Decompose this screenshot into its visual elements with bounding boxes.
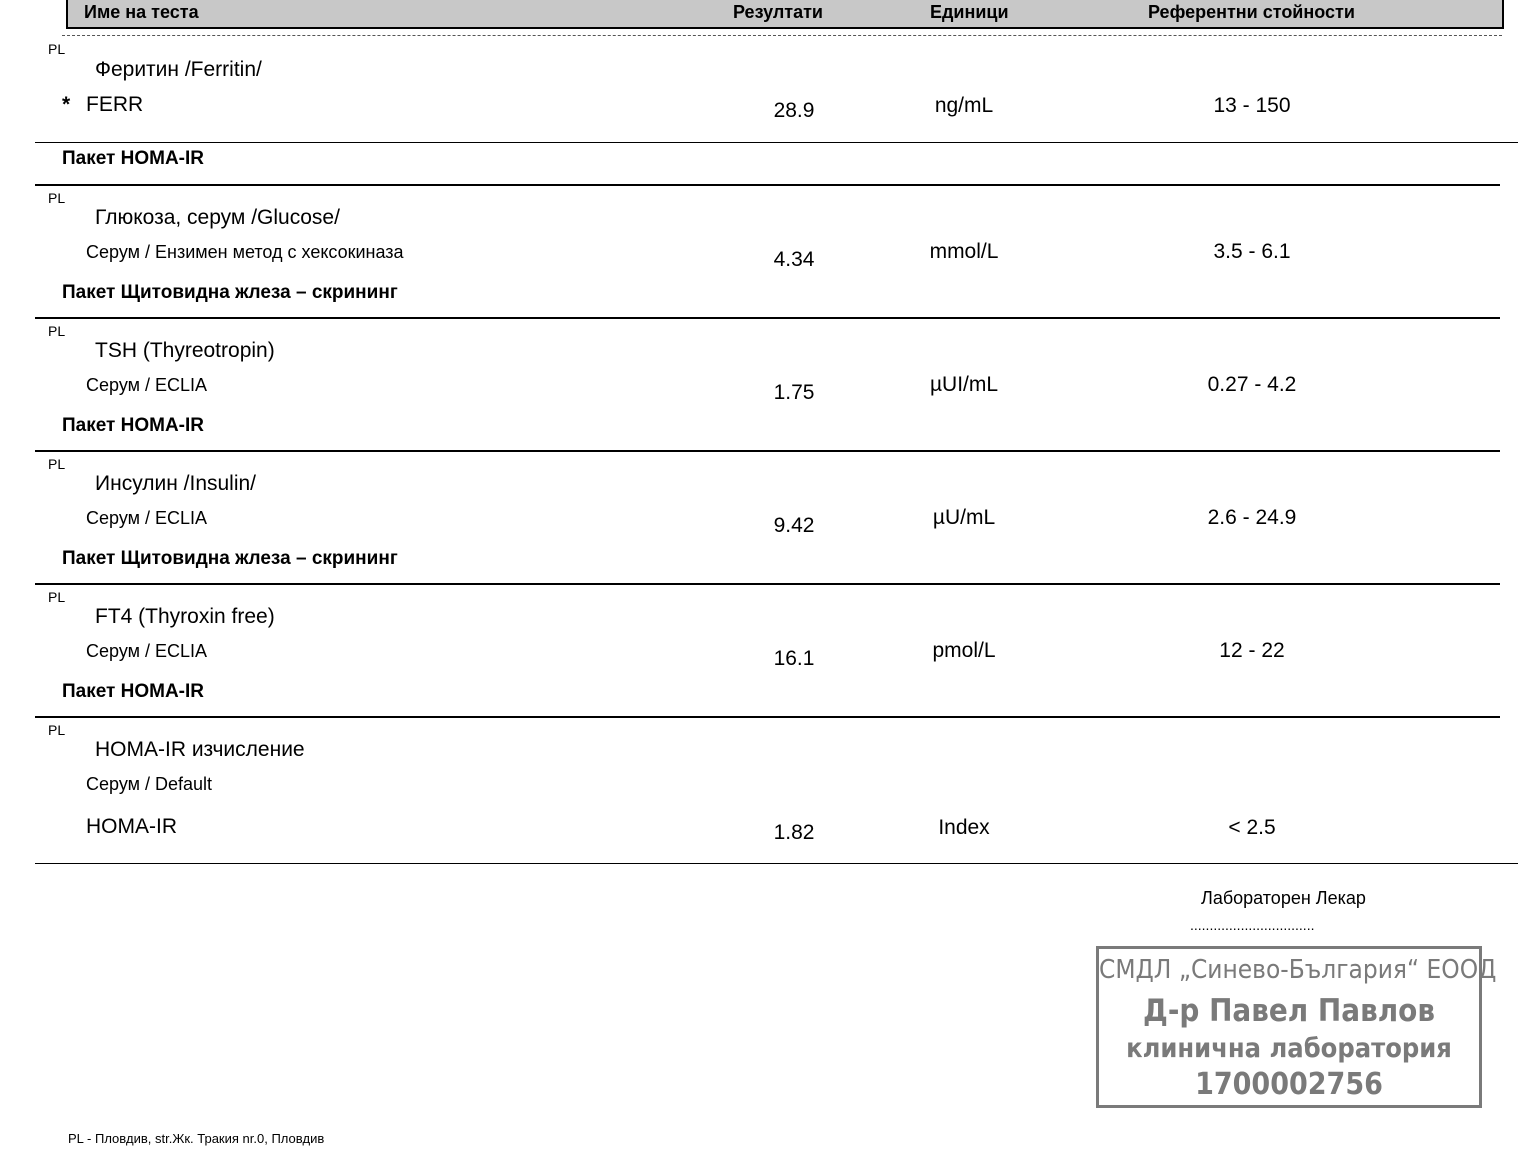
reference-range: 2.6 - 24.9	[1207, 506, 1297, 529]
result-value: 1.75	[773, 381, 815, 404]
stamp-lab-name: СМДЛ „Синево-България“ ЕООД	[1099, 955, 1497, 985]
package-label: Пакет Щитовидна жлеза – скрининг	[62, 548, 398, 569]
package-label: Пакет Щитовидна жлеза – скрининг	[62, 282, 398, 303]
header-units: Единици	[930, 2, 1009, 22]
test-name: HOMA-IR изчисление	[95, 738, 305, 761]
footer-location-note: PL - Пловдив, str.Жк. Тракия nr.0, Пловдив	[68, 1131, 325, 1146]
header-divider	[62, 35, 1502, 36]
location-code: PL	[48, 589, 66, 605]
test-sub-name: HOMA-IR	[86, 815, 177, 838]
test-method: Серум / Default	[86, 774, 213, 794]
stamp-id-number: 1700002756	[1195, 1067, 1383, 1102]
test-name: Феритин /Ferritin/	[95, 58, 262, 81]
reference-range: 0.27 - 4.2	[1207, 373, 1297, 396]
test-method: Серум / ECLIA	[86, 508, 208, 528]
unit-value: pmol/L	[932, 639, 996, 662]
test-name: TSH (Thyreotropin)	[95, 339, 275, 362]
result-value: 9.42	[773, 514, 815, 537]
test-sub-name: FERR	[86, 93, 144, 116]
test-name: Инсулин /Insulin/	[95, 472, 257, 495]
unit-value: µUI/mL	[929, 373, 999, 396]
location-code: PL	[48, 456, 66, 472]
result-value: 28.9	[773, 99, 815, 122]
unit-value: ng/mL	[934, 94, 994, 117]
package-label: Пакет HOMA-IR	[62, 148, 205, 169]
reference-range: 3.5 - 6.1	[1213, 240, 1291, 263]
location-code: PL	[48, 41, 66, 57]
unit-value: µU/mL	[932, 506, 996, 529]
header-test-name: Име на теста	[84, 2, 199, 22]
location-code: PL	[48, 323, 66, 339]
test-method: Серум / ECLIA	[86, 641, 208, 661]
signature-line: ................................	[1190, 917, 1315, 933]
test-name: FT4 (Thyroxin free)	[95, 605, 275, 628]
row-divider	[35, 317, 1500, 319]
doctor-stamp	[1096, 946, 1497, 1108]
location-code: PL	[48, 722, 66, 738]
table-bottom-rule	[35, 863, 1518, 864]
signature-label: Лабораторен Лекар	[1201, 888, 1366, 908]
reference-range: 12 - 22	[1219, 639, 1285, 662]
reference-range: 13 - 150	[1213, 94, 1291, 117]
stamp-doctor-name: Д-р Павел Павлов	[1142, 993, 1435, 1029]
row-divider	[35, 716, 1500, 718]
stamp-department: клинична лаборатория	[1126, 1033, 1452, 1064]
row-divider	[35, 142, 1518, 143]
row-divider	[35, 450, 1500, 452]
test-method: Серум / ECLIA	[86, 375, 208, 395]
row-divider	[35, 184, 1500, 186]
package-label: Пакет HOMA-IR	[62, 681, 205, 702]
header-results: Резултати	[733, 2, 823, 22]
test-name: Глюкоза, серум /Glucose/	[95, 206, 340, 229]
header-reference: Референтни стойности	[1148, 2, 1355, 22]
test-method: Серум / Ензимен метод с хексокиназа	[86, 242, 404, 262]
result-value: 4.34	[773, 248, 815, 271]
flag-marker: *	[62, 93, 71, 116]
result-value: 16.1	[773, 647, 815, 670]
result-value: 1.82	[773, 821, 815, 844]
location-code: PL	[48, 190, 66, 206]
package-label: Пакет HOMA-IR	[62, 415, 205, 436]
unit-value: mmol/L	[929, 240, 999, 263]
row-divider	[35, 583, 1500, 585]
unit-value: Index	[938, 816, 990, 839]
reference-range: < 2.5	[1228, 816, 1276, 839]
